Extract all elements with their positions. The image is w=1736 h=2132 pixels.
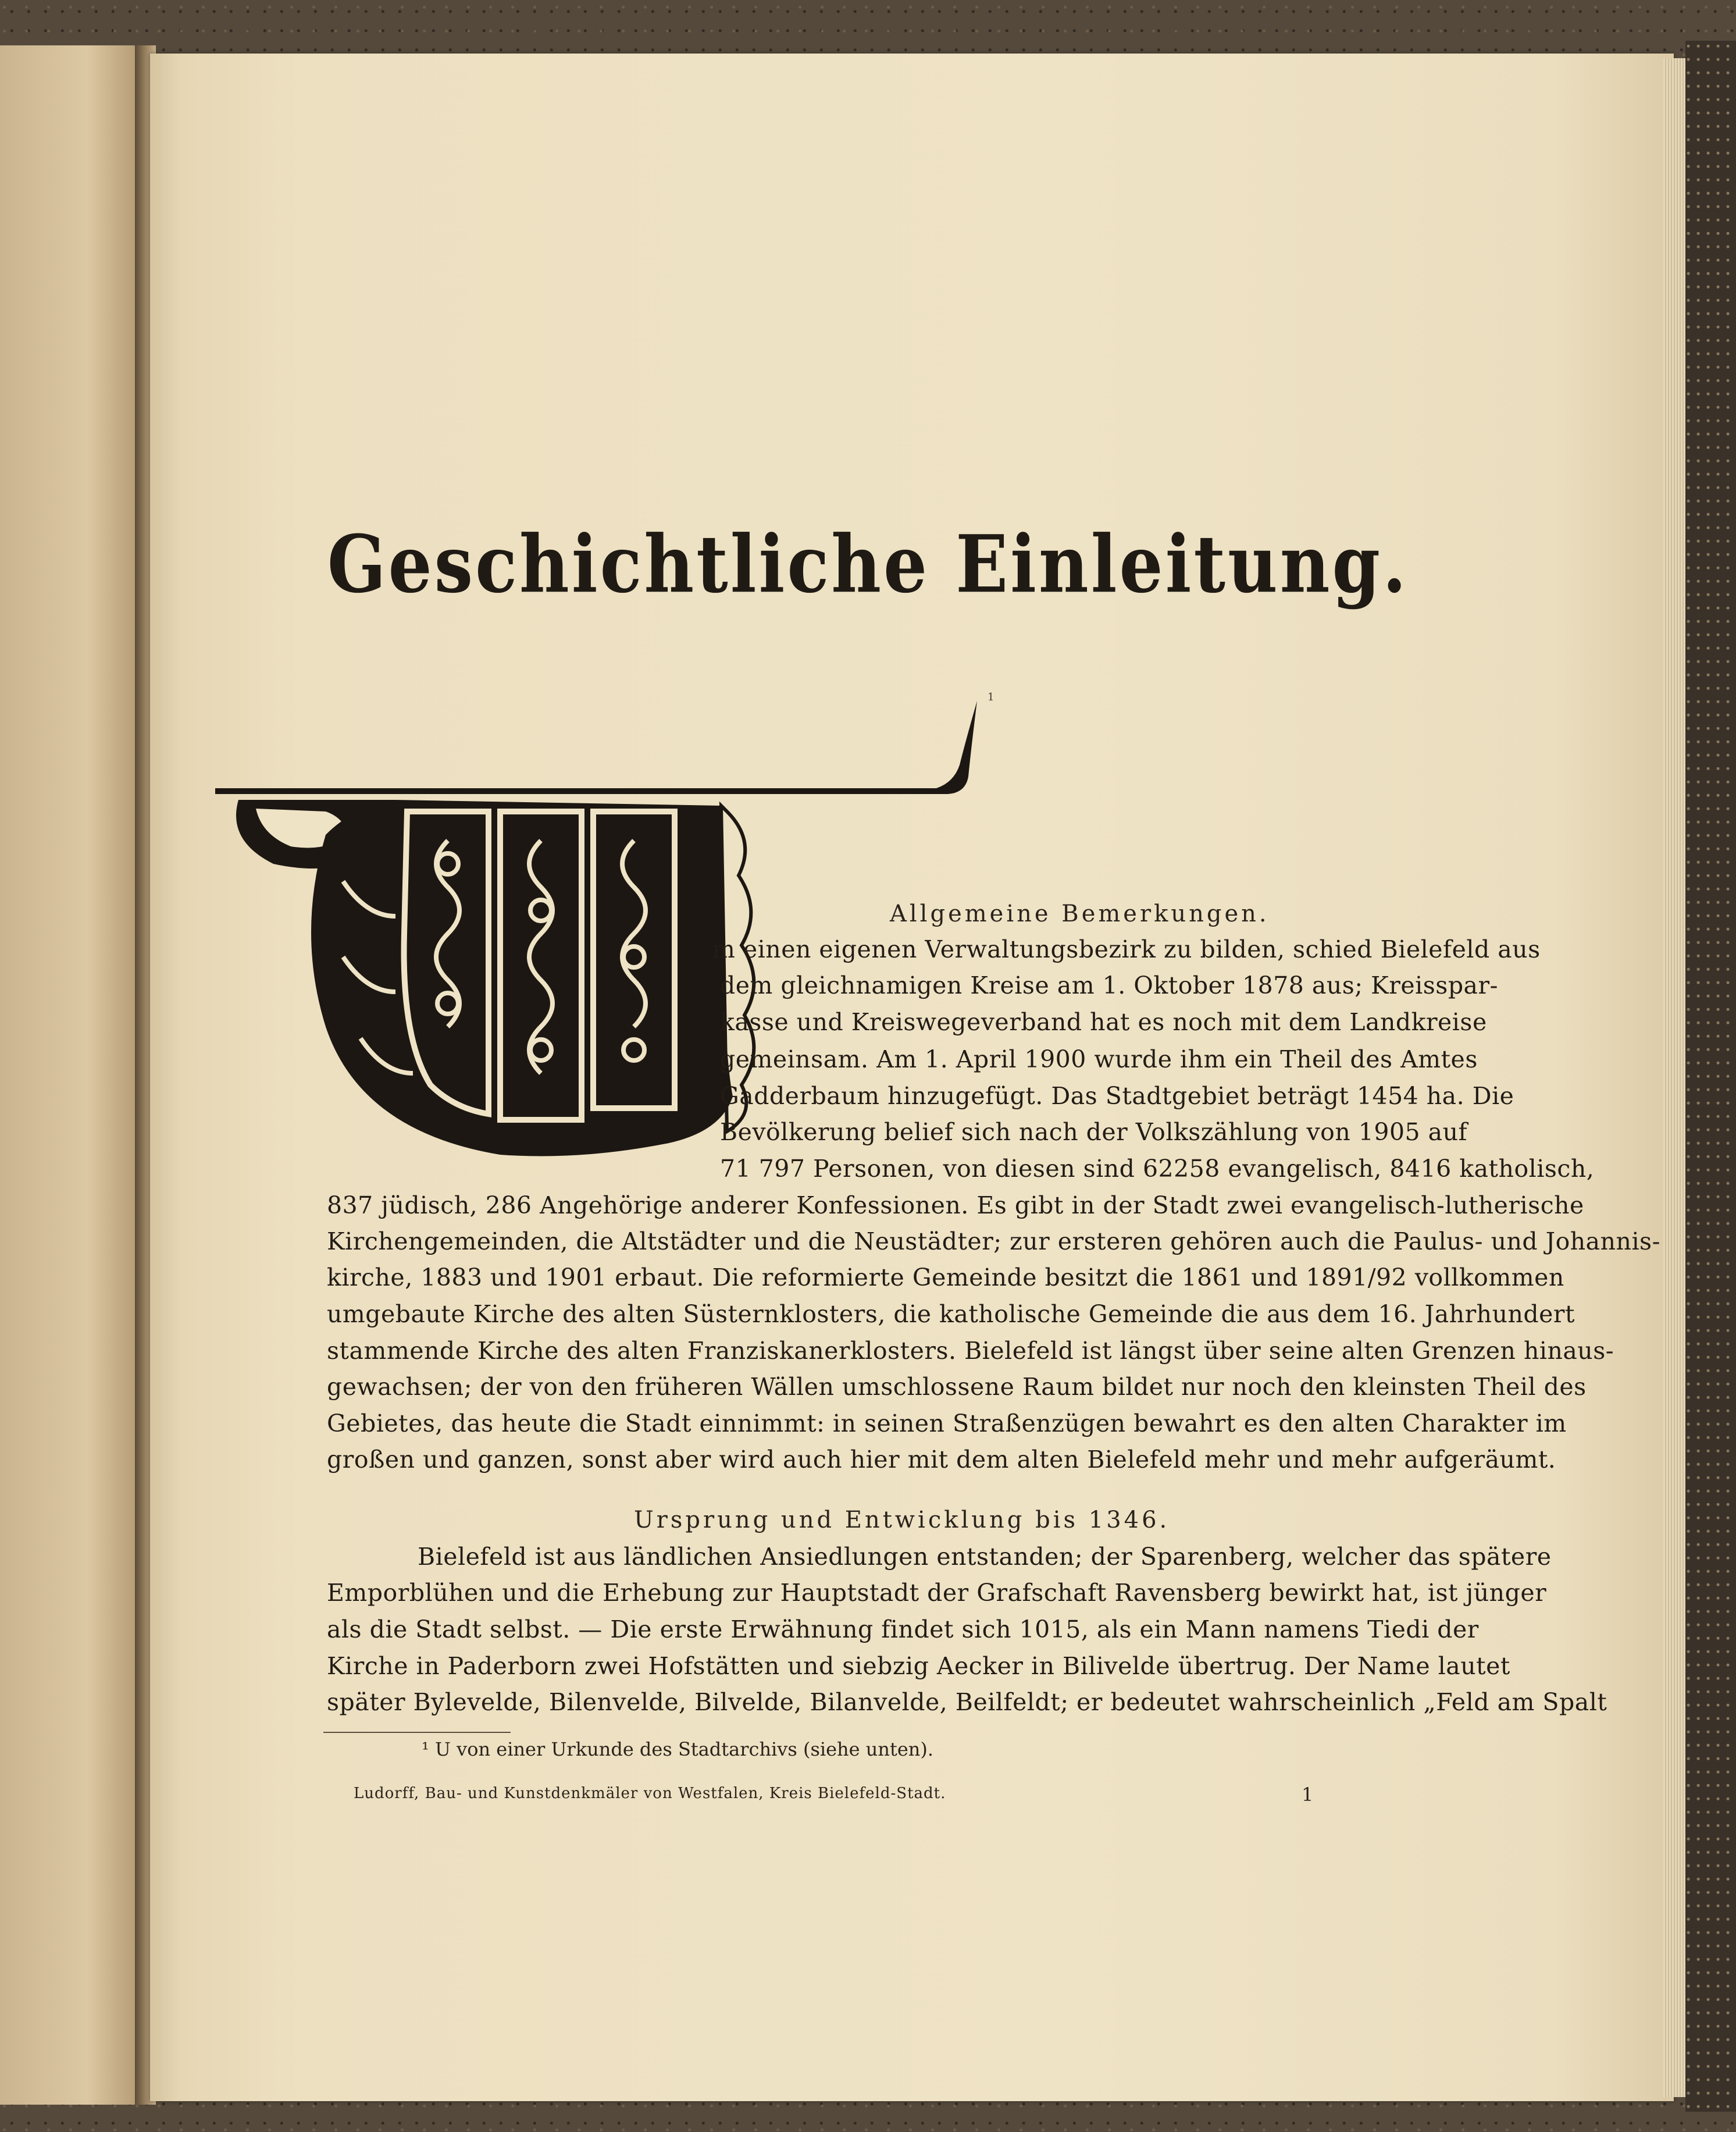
paragraph-line: Kirche in Paderborn zwei Hofstätten und siebzig Aecker in Bilivelde übertrug. Der Name lautet bbox=[327, 1652, 1510, 1680]
paragraph-line: 837 jüdisch, 286 Angehörige anderer Konfessionen. Es gibt in der Stadt zwei evangelisch-lutherische bbox=[327, 1191, 1584, 1219]
page-footer: Ludorff, Bau- und Kunstdenkmäler von Westfalen, Kreis Bielefeld-Stadt. bbox=[354, 1785, 946, 1802]
paragraph-line: Gebietes, das heute die Stadt einnimmt: in seinen Straßenzügen bewahrt es den alten Charakter im bbox=[327, 1410, 1567, 1437]
footnote-rule bbox=[323, 1732, 511, 1733]
paragraph-line: großen und ganzen, sonst aber wird auch hier mit dem alten Bielefeld mehr und mehr aufgeräumt. bbox=[327, 1446, 1556, 1473]
paragraph-line: Emporblühen und die Erhebung zur Hauptstadt der Grafschaft Ravensberg bewirkt hat, ist jünger bbox=[327, 1579, 1547, 1607]
paragraph-line: kasse und Kreiswegeverband hat es noch mit dem Landkreise bbox=[720, 1008, 1487, 1036]
paragraph-line: gewachsen; der von den früheren Wällen umschlossene Raum bildet nur noch den kleinsten Theil des bbox=[327, 1373, 1587, 1401]
paragraph-line: gemeinsam. Am 1. April 1900 wurde ihm ein Theil des Amtes bbox=[720, 1045, 1478, 1073]
footnote-marker: 1 bbox=[988, 691, 994, 703]
paragraph-line: dem gleichnamigen Kreise am 1. Oktober 1878 aus; Kreisspar- bbox=[720, 971, 1498, 999]
paragraph-line: Bevölkerung belief sich nach der Volkszählung von 1905 auf bbox=[720, 1118, 1468, 1146]
paragraph-line: kirche, 1883 und 1901 erbaut. Die reformierte Gemeinde besitzt die 1861 und 1891/92 vollkommen bbox=[327, 1263, 1564, 1291]
page-title: Geschichtliche Einleitung. bbox=[327, 517, 1409, 611]
footnote: ¹ U von einer Urkunde des Stadtarchivs (siehe unten). bbox=[422, 1738, 934, 1760]
paragraph-line: Gadderbaum hinzugefügt. Das Stadtgebiet beträgt 1454 ha. Die bbox=[720, 1082, 1514, 1110]
paragraph-line: als die Stadt selbst. — Die erste Erwähnung findet sich 1015, als ein Mann namens Tiedi der bbox=[327, 1615, 1479, 1643]
paragraph-line: später Bylevelde, Bilenvelde, Bilvelde, Bilanvelde, Beilfeldt; er bedeutet wahrscheinlich „Feld am Spalt bbox=[327, 1688, 1607, 1716]
paragraph-line: stammende Kirche des alten Franziskanerklosters. Bielefeld ist längst über seine alten Grenzen hinaus- bbox=[327, 1337, 1614, 1365]
page-edges bbox=[1663, 58, 1687, 2097]
paragraph-line: m einen eigenen Verwaltungsbezirk zu bilden, schied Bielefeld aus bbox=[712, 935, 1541, 963]
paragraph-line: 71 797 Personen, von diesen sind 62258 evangelisch, 8416 katholisch, bbox=[720, 1155, 1595, 1183]
section-heading-2: Ursprung und Entwicklung bis 1346. bbox=[634, 1507, 1170, 1533]
left-page-edge bbox=[0, 45, 145, 2105]
paragraph-line: Bielefeld ist aus ländlichen Ansiedlungen entstanden; der Sparenberg, welcher das spätere bbox=[418, 1543, 1552, 1571]
book-spine bbox=[1685, 41, 1736, 2112]
paragraph-line: umgebaute Kirche des alten Süsternklosters, die katholische Gemeinde die aus dem 16. Jahrhundert bbox=[327, 1300, 1575, 1328]
paragraph-line: Kirchengemeinden, die Altstädter und die Neustädter; zur ersteren gehören auch die Paulus- und Johannis- bbox=[327, 1227, 1660, 1255]
section-heading-1: Allgemeine Bemerkungen. bbox=[890, 901, 1270, 927]
page-number: 1 bbox=[1302, 1784, 1314, 1806]
